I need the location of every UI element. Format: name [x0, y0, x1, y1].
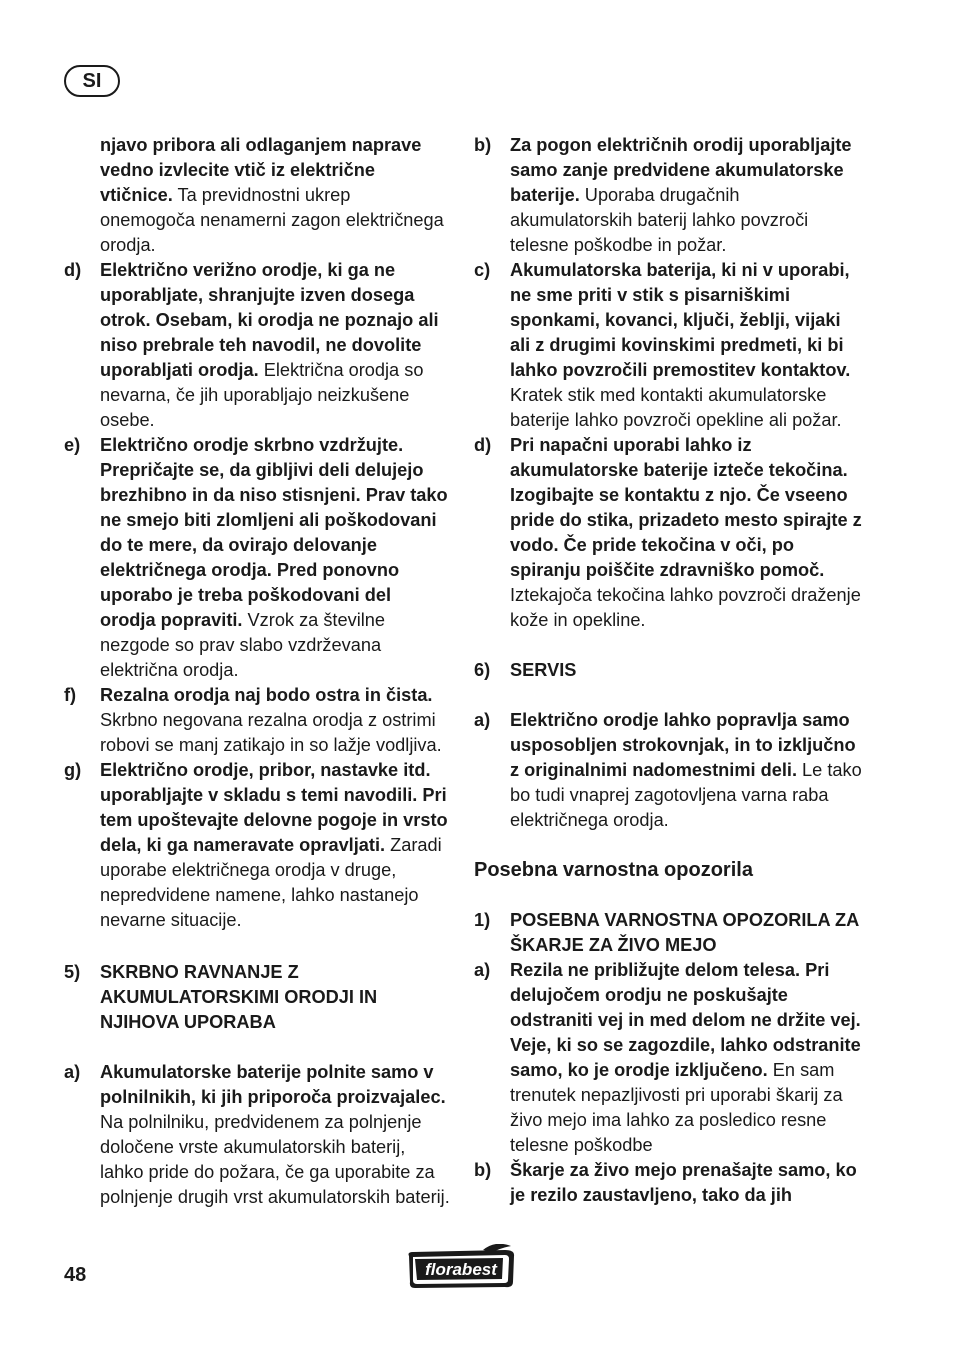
list-item: [64, 1060, 450, 1210]
item-text: Zaradi uporabe električnega orodja v druge, nepredvidene namene, lahko nastanejo nevarne situacije.: [100, 835, 442, 930]
language-badge: SI: [64, 65, 120, 97]
section-title-heading: Posebna varnostna opozorila: [474, 859, 753, 881]
item-bold-text: Za pogon električnih orodij uporabljajte samo zanje predvidene akumulatorske baterije.: [510, 135, 852, 205]
item-marker: b): [474, 1160, 492, 1180]
item-text: Na polnilniku, predvidenem za polnjenje določene vrste akumulatorskih baterij, lahko pride do požara, če ga uporabite za polnjenje drugih vrst akumulatorskih baterij.: [100, 1112, 450, 1207]
item-text: Iztekajoča tekočina lahko povzroči draženje kože in opekline.: [510, 585, 861, 630]
list-item: [64, 433, 450, 683]
right-column: [474, 133, 862, 1208]
item-text: Električna orodja so nevarna, če jih uporabljajo neizkušene osebe.: [100, 360, 424, 430]
item-bold-text: Električno verižno orodje, ki ga ne uporabljate, shranjujte izven dosega otrok. Osebam, ki orodja ne poznajo ali niso prebrale teh navodil, ne dovolite uporabljati orodja.: [100, 260, 439, 380]
item-marker: a): [474, 960, 491, 980]
section-title: SKRBNO RAVNANJE Z AKUMULATORSKIMI ORODJI IN NJIHOVA UPORABA: [100, 962, 378, 1032]
item-marker: f): [64, 685, 77, 705]
section-heading: [474, 658, 862, 683]
item-bold-text: Električno orodje, pribor, nastavke itd. uporabljajte v skladu s temi navodili. Pri tem upoštevajte delovne pogoje in vrsto dela, ki ga nameravate opravljati.: [100, 760, 448, 855]
item-bold-text: Akumulatorske baterije polnite samo v polnilnikih, ki jih priporoča proizvajalec.: [100, 1062, 446, 1107]
item-marker: d): [474, 435, 492, 455]
florabest-logo: [405, 1244, 519, 1290]
list-item: [474, 433, 862, 633]
section-marker: 1): [474, 910, 491, 930]
item-bold-text: Električno orodje skrbno vzdržujte. Prepričajte se, da gibljivi deli delujejo brezhibno in da niso stisnjeni. Prav tako ne smejo biti zlomljeni ali poškodovani do te mere, da ovirajo delovanje električnega orodja. Pred ponovno uporabo je treba poškodovani del orodja popraviti.: [100, 435, 448, 630]
item-text: Vzrok za številne nezgode so prav slabo vzdrževana električna orodja.: [100, 610, 386, 680]
section-heading: [64, 960, 450, 1035]
list-item: [474, 958, 862, 1158]
section-heading: [474, 908, 862, 958]
item-bold-text: Rezalna orodja naj bodo ostra in čista.: [100, 685, 433, 705]
list-item: [64, 133, 450, 258]
list-item: [474, 708, 862, 833]
item-bold-text: Akumulatorska baterija, ki ni v uporabi, ne sme priti v stik s pisarniškimi sponkami, kovanci, ključi, žeblji, vijaki ali z drugimi kovinskimi predmeti, ki bi lahko povzročili premostitev kontaktov.: [510, 260, 851, 380]
item-text: Kratek stik med kontakti akumulatorske baterije lahko povzroči opekline ali požar.: [510, 385, 842, 430]
list-item: [474, 1158, 862, 1208]
section-marker: 5): [64, 962, 81, 982]
item-bold-text: Električno orodje lahko popravlja samo usposobljen strokovnjak, in to izključno z originalnimi nadomestnimi deli.: [510, 710, 856, 780]
item-text: Ta previdnostni ukrep onemogoča nenamerni zagon električnega orodja.: [100, 185, 444, 255]
list-item: [64, 683, 450, 758]
item-bold-text: Škarje za živo mejo prenašajte samo, ko je rezilo zaustavljeno, tako da jih: [510, 1160, 857, 1205]
list-item: [474, 133, 862, 258]
item-text: En sam trenutek nepazljivosti pri uporabi škarij za živo mejo ima lahko za posledico resne telesne poškodbe: [510, 1060, 843, 1155]
item-marker: g): [64, 760, 82, 780]
item-text: Skrbno negovana rezalna orodja z ostrimi robovi se manj zatikajo in so lažje vodljiva.: [100, 710, 442, 755]
item-marker: d): [64, 260, 82, 280]
item-marker: a): [474, 710, 491, 730]
item-bold-text: njavo pribora ali odlaganjem naprave vedno izvlecite vtič iz električne vtičnice.: [100, 135, 422, 205]
list-item: [64, 258, 450, 433]
item-marker: e): [64, 435, 81, 455]
section-title: SERVIS: [510, 660, 577, 680]
section-marker: 6): [474, 660, 491, 680]
left-column: [64, 133, 450, 1210]
item-text: Uporaba drugačnih akumulatorskih baterij lahko povzroči telesne poškodbe in požar.: [510, 185, 809, 255]
list-item: [64, 758, 450, 933]
item-bold-text: Pri napačni uporabi lahko iz akumulatorske baterije izteče tekočina. Izogibajte se kontaktu z njo. Če vseeno pride do stika, prizadeto mesto spirajte z vodo. Če pride tekočina v oči, po spiranju poiščite zdravniško pomoč.: [510, 435, 862, 580]
list-item: [474, 258, 862, 433]
item-bold-text: Rezila ne približujte delom telesa. Pri delujočem orodju ne poskušajte odstraniti vej in med delom ne držite vej. Veje, ki so se zagozdile, lahko odstranite samo, ko je orodje izključeno.: [510, 960, 861, 1080]
item-marker: b): [474, 135, 492, 155]
item-marker: c): [474, 260, 491, 280]
logo-text: florabest: [425, 1260, 497, 1279]
item-text: Le tako bo tudi vnaprej zagotovljena varna raba električnega orodja.: [510, 760, 862, 830]
item-marker: a): [64, 1062, 81, 1082]
page-number: 48: [64, 1264, 87, 1286]
section-title: POSEBNA VARNOSTNA OPOZORILA ZA ŠKARJE ZA ŽIVO MEJO: [510, 910, 859, 955]
